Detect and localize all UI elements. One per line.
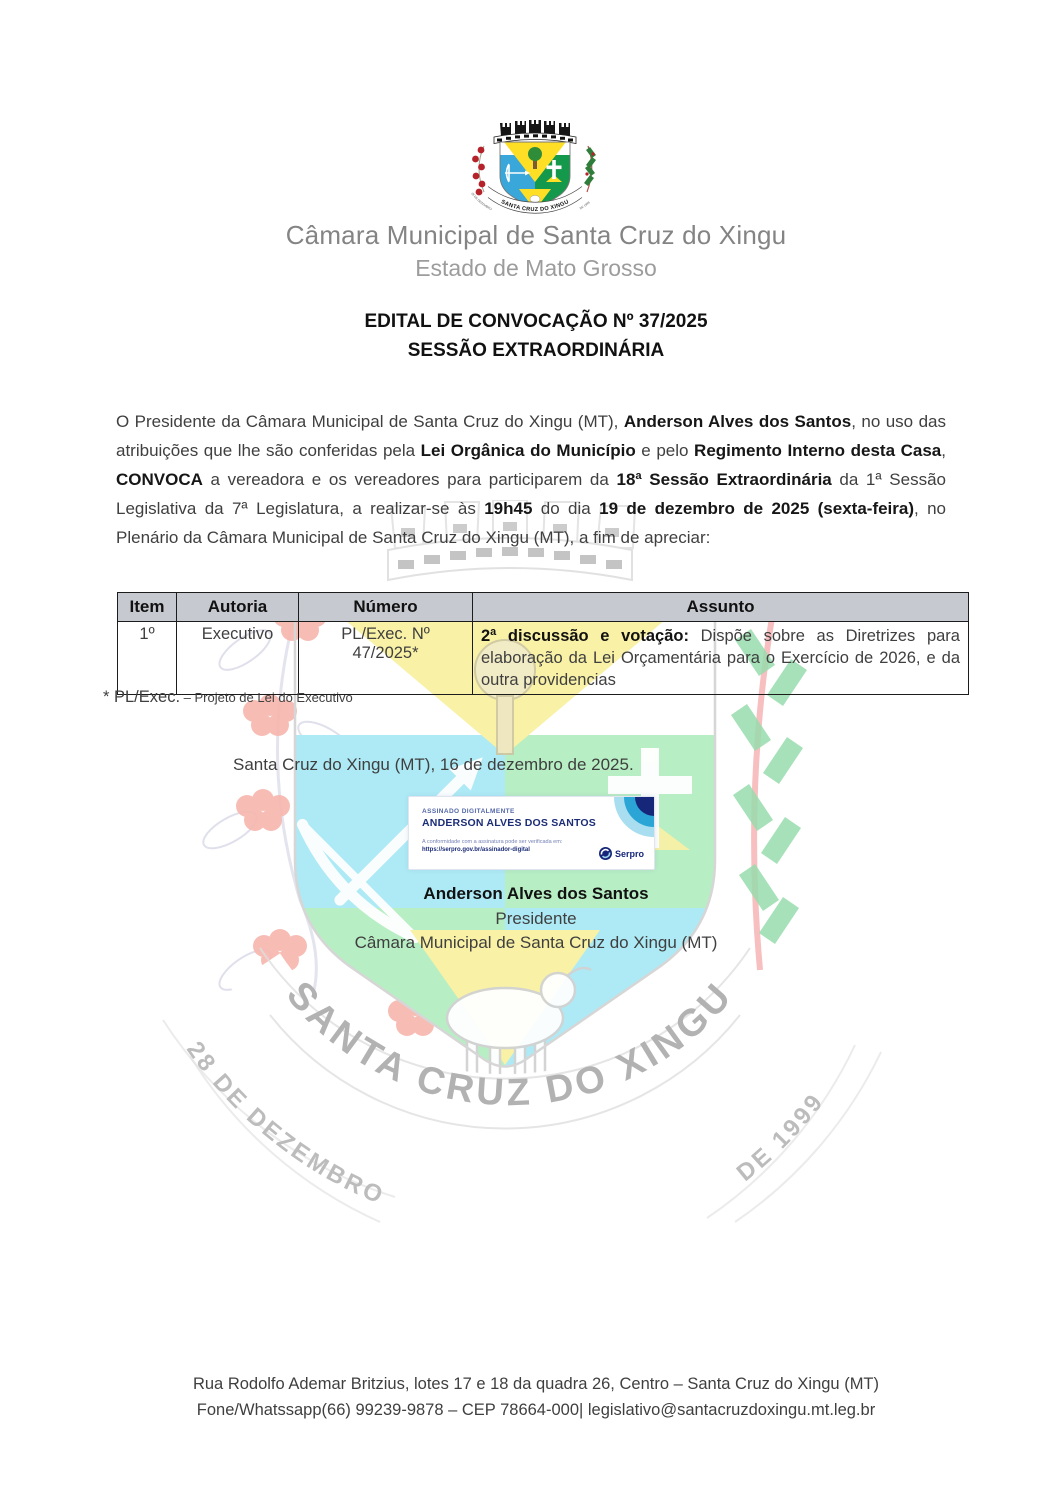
crest-ribbon-left-text: 28 DE DEZEMBRO [470, 191, 493, 212]
cell-numero: PL/Exec. Nº 47/2025* [299, 622, 473, 695]
serpro-logo-text: Serpro [614, 848, 644, 859]
crest-leaf-branch-icon [584, 146, 596, 192]
watermark-ribbon-right-text: DE 1999 [731, 1087, 830, 1187]
signature-role: Presidente [495, 909, 577, 928]
stamp-verify-url: https://serpro.gov.br/assinador-digital [422, 847, 530, 853]
header-org-name: Câmara Municipal de Santa Cruz do Xingu [285, 220, 787, 250]
serpro-logo [599, 847, 644, 860]
crest-berry-branch-icon [472, 146, 485, 195]
cell-item: 1º [118, 622, 177, 695]
cell-assunto [473, 622, 969, 695]
convocation-paragraph: O Presidente da Câmara Municipal de Santa Cruz do Xingu (MT), Anderson Alves dos Santos, no uso das atribuições que lhe são conferidas pela Lei Orgânica do Município e pelo Regimento Interno desta Casa, CONVOCA a vereadora e os vereadores para participarem da 18ª Sessão Extraordinária da 1ª Sessão Legislativa da 7ª Legislatura, a realizar-se às 19h45 do dia 19 de dezembro de 2025 (sexta-feira), no Plenário da Câmara Municipal de Santa Cruz do Xingu (MT), a fim de apreciar: [116, 412, 947, 547]
column-header-assunto: Assunto [473, 593, 969, 622]
column-header-autoria: Autoria [177, 593, 299, 622]
footnote-meaning: – Projeto de Lei do Executivo [180, 690, 353, 705]
cell-autoria: Executivo [177, 622, 299, 695]
stamp-signed-label: ASSINADO DIGITALMENTE [422, 808, 515, 815]
stamp-signer-name: ANDERSON ALVES DOS SANTOS [422, 817, 596, 829]
footer-contact: Fone/Whatssapp(66) 99239-9878 – CEP 78664-000| legislativo@santacruzdoxingu.mt.leg.br [196, 1401, 876, 1419]
agenda-header-row [118, 593, 969, 622]
serpro-logo-icon [599, 847, 612, 860]
svg-text:DE 1999 [579, 200, 591, 210]
table-row [118, 622, 969, 695]
watermark-banner-text: SANTA CRUZ DO XINGU [278, 973, 742, 1115]
signature-org: Câmara Municipal de Santa Cruz do Xingu (MT) [354, 933, 718, 952]
digital-signature-stamp [408, 796, 655, 870]
header-state: Estado de Mato Grosso [415, 255, 657, 281]
crest-ribbon-right-text: DE 1999 [578, 200, 591, 211]
footer-address: Rua Rodolfo Ademar Britzius, lotes 17 e 18 da quadra 26, Centro – Santa Cruz do Xingu (MT) [192, 1375, 880, 1393]
session-subtitle: SESSÃO EXTRAORDINÁRIA [407, 340, 665, 361]
watermark-ribbon-right [707, 1045, 881, 1222]
watermark-ribbon-left-text: 28 DE DEZEMBRO [181, 1036, 390, 1211]
coat-of-arms-icon [460, 110, 610, 218]
assunto-lead: 2ª discussão e votação: [481, 627, 689, 645]
edital-title: EDITAL DE CONVOCAÇÃO Nº 37/2025 [364, 311, 708, 332]
crest-banner-text: SANTA CRUZ DO XINGU [499, 199, 571, 214]
crest-cow-icon [530, 195, 540, 202]
svg-text:DE 1999 [732, 1088, 830, 1187]
assunto-rest: Dispõe sobre as Diretrizes para elaboração da Lei Orçamentária para o Exercício de 2026, e da outra providencias [481, 627, 960, 689]
table-footnote [103, 688, 353, 707]
stamp-corner-arc-icon [610, 797, 654, 841]
stamp-verify-text: A conformidade com a assinatura pode ser verificada em: [422, 839, 563, 845]
column-header-item: Item [118, 593, 177, 622]
agenda-table [117, 592, 969, 695]
column-header-numero: Número [299, 593, 473, 622]
footnote-abbreviation: * PL/Exec. [103, 688, 181, 706]
dateline: Santa Cruz do Xingu (MT), 16 de dezembro de 2025. [233, 755, 634, 774]
signature-name: Anderson Alves dos Santos [423, 884, 649, 903]
